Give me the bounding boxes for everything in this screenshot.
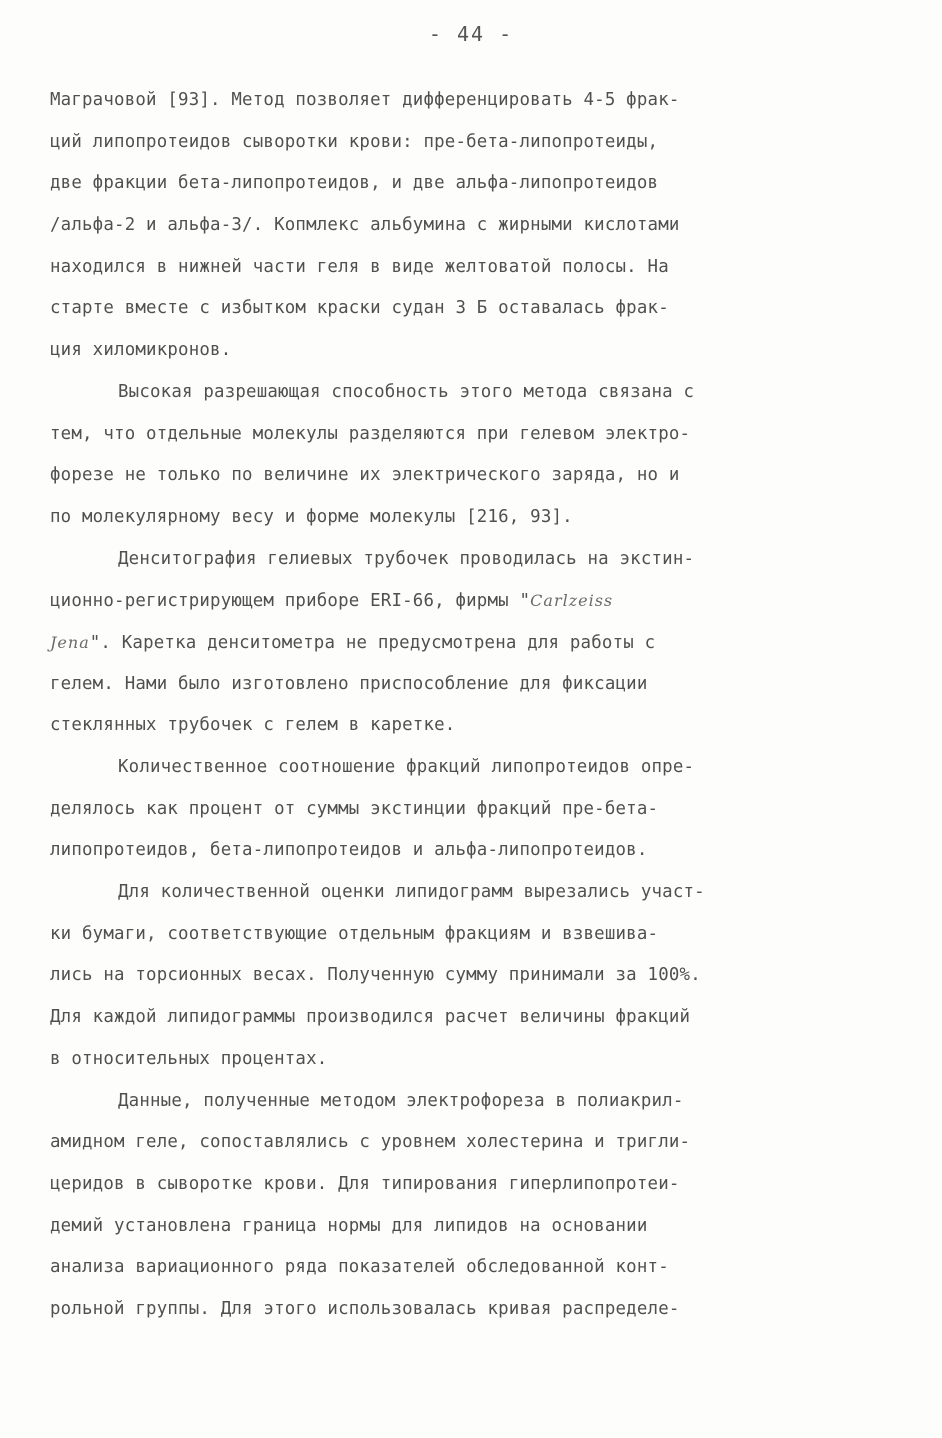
handwritten-insert: Jena (50, 632, 90, 652)
text-line: липопротеидов, бета-липопротеидов и альфа-липопротеидов. (50, 840, 648, 861)
text-line: две фракции бета-липопротеидов, и две альфа-липопротеидов (50, 173, 659, 194)
text-line: форезе не только по величине их электрического заряда, но и (50, 465, 680, 486)
text-line: тем, что отдельные молекулы разделяются при гелевом электро- (50, 423, 691, 444)
text-line: лись на торсионных весах. Полученную сумму принимали за 100%. (50, 965, 701, 986)
text-line: /альфа-2 и альфа-3/. Копмлекс альбумина с жирными кислотами (50, 215, 680, 236)
text-line: старте вместе с избытком краски судан 3 Б оставалась фрак- (50, 298, 669, 319)
handwritten-insert: Carlzeiss (530, 591, 614, 611)
text-line: ки бумаги, соответствующие отдельным фракциям и взвешива- (50, 923, 659, 944)
text-line: в относительных процентах. (50, 1048, 328, 1069)
text-line: церидов в сыворотке крови. Для типирования гиперлипопротеи- (50, 1173, 680, 1194)
text-line: делялось как процент от суммы экстинции фракций пре-бета- (50, 798, 659, 819)
line-text: ". Каретка денситометра не предусмотрена для работы с (89, 632, 656, 653)
text-line: Высокая разрешающая способность этого метода связана с (118, 381, 695, 402)
line-text: ционно-регистрирующем приборе ERI-66, фирмы " (50, 591, 531, 612)
text-line: находился в нижней части геля в виде желтоватой полосы. На (50, 256, 669, 277)
text-line: стеклянных трубочек с гелем в каретке. (50, 715, 456, 736)
text-line: Для количественной оценки липидограмм вырезались участ- (118, 882, 705, 903)
body-text (50, 80, 900, 1331)
text-line (50, 622, 900, 664)
text-line: ций липопротеидов сыворотки крови: пре-бета-липопротеиды, (50, 131, 659, 152)
text-line: гелем. Нами было изготовлено приспособление для фиксации (50, 673, 648, 694)
text-line: Данные, полученные методом электрофореза в полиакрил- (118, 1090, 684, 1111)
text-line: Для каждой липидограммы производился расчет величины фракций (50, 1007, 691, 1028)
text-line: демий установлена граница нормы для липидов на основании (50, 1215, 648, 1236)
text-line: Количественное соотношение фракций липопротеидов опре- (118, 757, 695, 777)
text-line: Денситография гелиевых трубочек проводилась на экстин- (118, 548, 695, 569)
text-line (50, 580, 900, 622)
text-line: Маграчовой [93]. Метод позволяет дифференцировать 4-5 фрак- (50, 90, 680, 110)
text-line: анализа вариационного ряда показателей обследованной конт- (50, 1257, 669, 1278)
text-line: ция хиломикронов. (50, 340, 232, 361)
page-number: - 44 - (428, 22, 514, 46)
text-line: по молекулярному весу и форме молекулы [216, 93]. (50, 506, 573, 527)
text-line: амидном геле, сопоставлялись с уровнем холестерина и тригли- (50, 1132, 691, 1153)
text-line: рольной группы. Для этого использовалась кривая распределе- (50, 1298, 680, 1319)
